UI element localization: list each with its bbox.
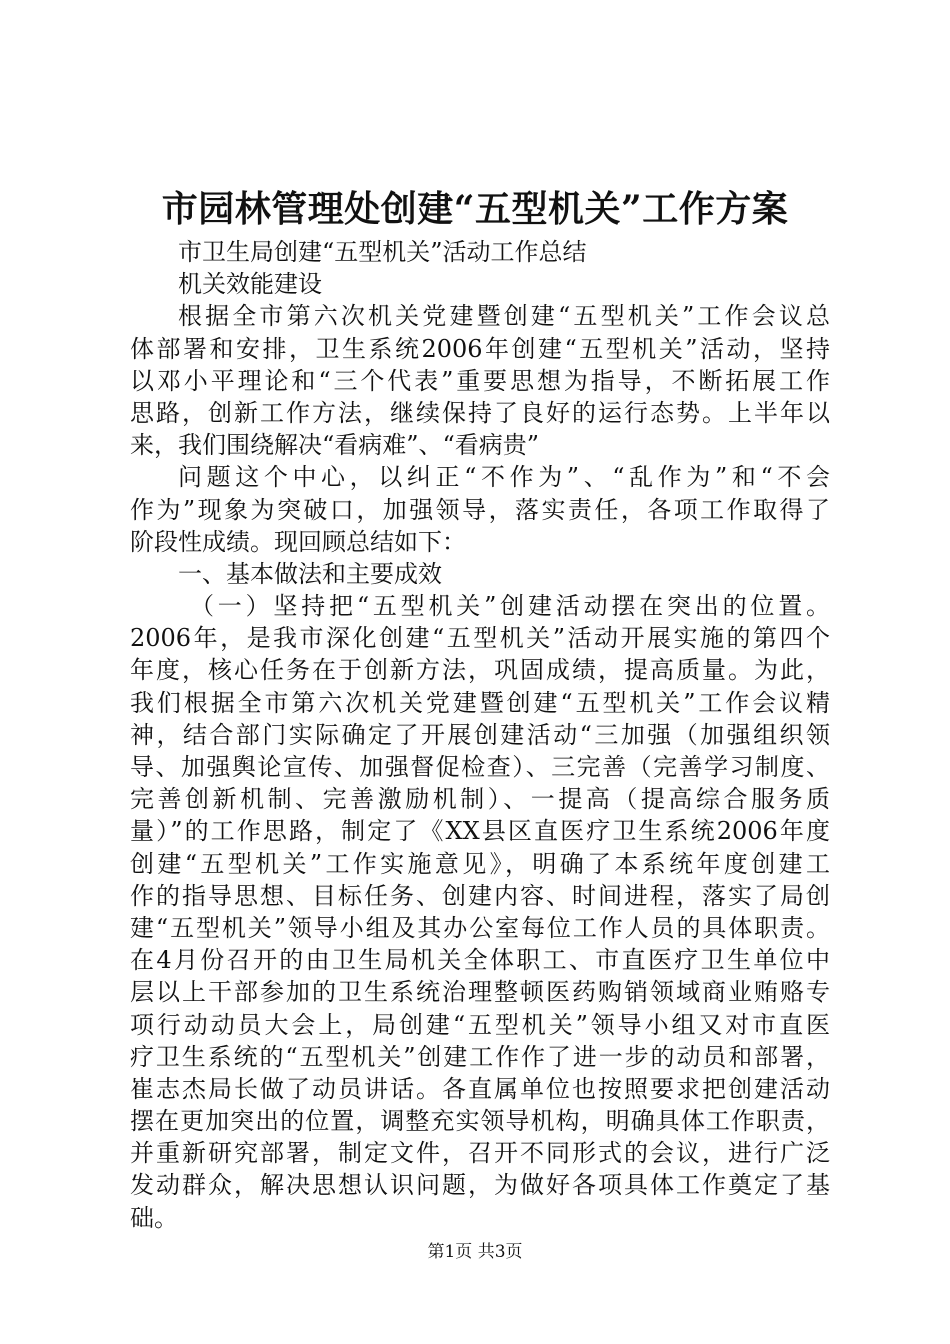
text-line: 作为”现象为突破口，加强领导，落实责任，各项工作取得了 [130, 495, 830, 524]
text-line: 项行动动员大会上，局创建“五型机关”领导小组又对市直医 [130, 1010, 830, 1039]
document-body [130, 236, 830, 1234]
text-line: 完善创新机制、完善激励机制）、一提高（提高综合服务质 [130, 785, 830, 814]
text-line: 机关效能建设 [178, 270, 322, 299]
text-line: 根据全市第六次机关党建暨创建“五型机关”工作会议总 [178, 302, 830, 331]
text-line: 我们根据全市第六次机关党建暨创建“五型机关”工作会议精 [130, 688, 830, 717]
text-line: 思路，创新工作方法，继续保持了良好的运行态势。上半年以 [130, 398, 830, 427]
text-line: 作的指导思想、目标任务、创建内容、时间进程，落实了局创 [130, 881, 830, 910]
text-line: 神，结合部门实际确定了开展创建活动“三加强（加强组织领 [130, 720, 830, 749]
text-line: 在4月份召开的由卫生局机关全体职工、市直医疗卫生单位中 [130, 946, 830, 975]
text-line: 疗卫生系统的“五型机关”创建工作作了进一步的动员和部署， [130, 1042, 830, 1071]
text-line: 体部署和安排，卫生系统2006年创建“五型机关”活动，坚持 [130, 334, 830, 363]
text-line: 并重新研究部署，制定文件，召开不同形式的会议，进行广泛 [130, 1139, 830, 1168]
text-line: （一）坚持把“五型机关”创建活动摆在突出的位置。 [190, 592, 830, 621]
text-line: 市卫生局创建“五型机关”活动工作总结 [178, 238, 587, 266]
text-line: 础。 [130, 1203, 178, 1232]
text-line: 来，我们围绕解决“看病难”、“看病贵” [130, 431, 540, 460]
text-line: 摆在更加突出的位置，调整充实领导机构，明确具体工作职责， [130, 1107, 830, 1136]
text-line: 建“五型机关”领导小组及其办公室每位工作人员的具体职责。 [130, 913, 830, 942]
text-line: 以邓小平理论和“三个代表”重要思想为指导，不断拓展工作 [130, 366, 830, 395]
text-line: 发动群众，解决思想认识问题，为做好各项具体工作奠定了基 [130, 1171, 830, 1200]
text-line: 创建“五型机关”工作实施意见》，明确了本系统年度创建工 [130, 849, 830, 878]
text-line: 导、加强舆论宣传、加强督促检查）、三完善（完善学习制度、 [130, 753, 830, 781]
document-title: 市园林管理处创建“五型机关”工作方案 [161, 188, 789, 230]
text-line: 一、基本做法和主要成效 [178, 559, 442, 588]
text-line: 层以上干部参加的卫生系统治理整顿医药购销领域商业贿赂专 [130, 978, 830, 1007]
text-line: 阶段性成绩。现回顾总结如下： [130, 527, 466, 556]
text-line: 崔志杰局长做了动员讲话。各直属单位也按照要求把创建活动 [130, 1074, 830, 1103]
text-line: 2006年，是我市深化创建“五型机关”活动开展实施的第四个 [130, 624, 830, 653]
text-line: 年度，核心任务在于创新方法，巩固成绩，提高质量。为此， [130, 656, 830, 685]
text-line: 问题这个中心，以纠正“不作为”、“乱作为”和“不会 [178, 463, 830, 492]
text-line: 量）”的工作思路，制定了《XX县区直医疗卫生系统2006年度 [130, 817, 830, 846]
page-number: 第1页 共3页 [427, 1242, 523, 1262]
